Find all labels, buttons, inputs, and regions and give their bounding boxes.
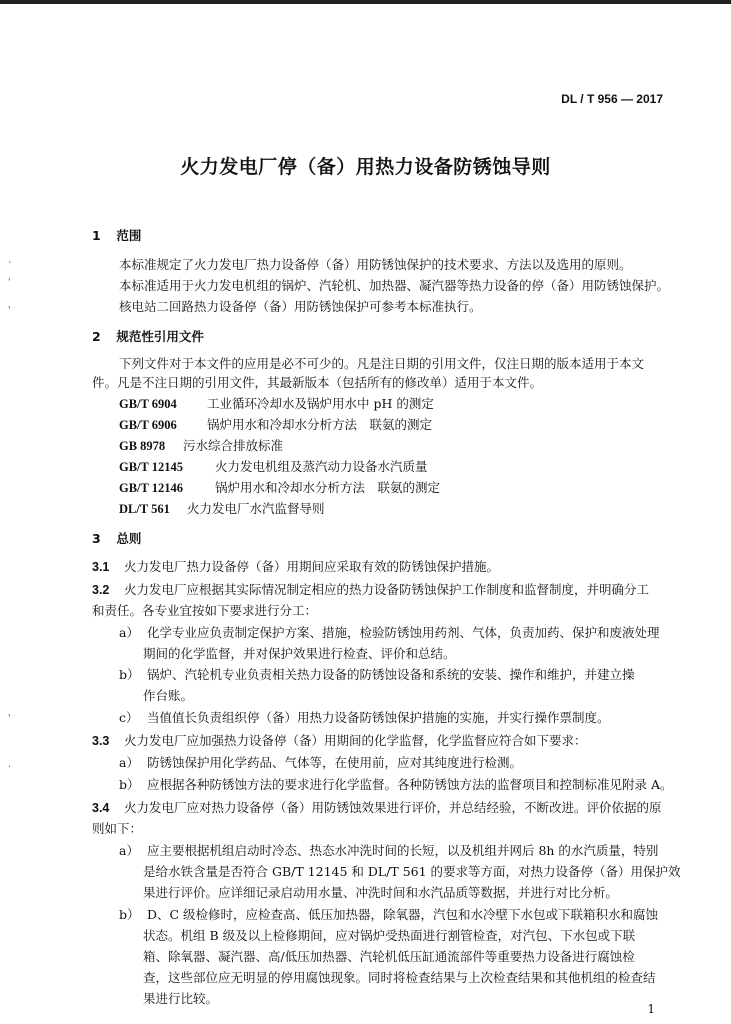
list-item — [119, 708, 610, 726]
reference-code: DL/T 561 — [119, 502, 170, 516]
list-marker: a） — [119, 755, 139, 770]
reference-code: GB/T 6906 — [119, 418, 177, 432]
list-marker: b） — [119, 777, 140, 792]
reference-code: GB/T 6904 — [119, 397, 177, 411]
list-text: 作台账。 — [143, 688, 194, 703]
list-text: 是给水铁含量是否符合 GB/T 12145 和 DL/T 561 的要求等方面，对热力设备停（备）用保护效 — [143, 864, 681, 879]
section-heading-2 — [92, 327, 204, 345]
page-number: 1 — [647, 1002, 655, 1016]
list-text: 化学专业应负责制定保护方案、措施，检验防锈蚀用药剂、气体，负责加药、保护和废液处理 — [146, 625, 660, 640]
reference-name: 火力发电机组及蒸汽动力设备水汽质量 — [214, 459, 428, 474]
list-item — [119, 623, 660, 641]
list-item — [119, 753, 522, 771]
clause-3-3 — [92, 731, 587, 749]
list-item — [119, 665, 635, 683]
reference-code: GB/T 12145 — [119, 460, 184, 474]
section-number: 1 — [92, 228, 101, 243]
clause-number: 3.3 — [92, 734, 110, 748]
scan-mark: ' — [8, 278, 11, 288]
page-title: 火力发电厂停（备）用热力设备防锈蚀导则 — [180, 156, 551, 178]
list-text: 防锈蚀保护用化学药品、气体等，在使用前，应对其纯度进行检测。 — [146, 755, 522, 770]
reference-item — [119, 394, 434, 412]
clause-text: 火力发电厂应对热力设备停（备）用防锈蚀效果进行评价，并总结经验，不断改进。评价依据的原 — [123, 800, 662, 815]
list-marker: b） — [119, 667, 140, 682]
section-title: 范围 — [116, 228, 142, 243]
reference-name: 火力发电厂水汽监督导则 — [186, 501, 325, 516]
section-number: 3 — [92, 531, 101, 546]
clause-number: 3.1 — [92, 560, 110, 574]
clause-3-2 — [92, 580, 649, 598]
list-item — [119, 775, 673, 793]
reference-name: 锅炉用水和冷却水分析方法 联氨的测定 — [214, 480, 440, 495]
section-title: 总则 — [116, 531, 142, 546]
list-text: 当值值长负责组织停（备）用热力设备防锈蚀保护措施的实施，并实行操作票制度。 — [146, 710, 610, 725]
list-text: 期间的化学监督，并对保护效果进行检查、评价和总结。 — [143, 646, 456, 661]
section-number: 2 — [92, 329, 101, 344]
clause-text: 火力发电厂热力设备停（备）用期间应采取有效的防锈蚀保护措施。 — [123, 559, 499, 574]
reference-item — [119, 499, 325, 517]
reference-item — [119, 436, 283, 454]
scan-mark: ' — [8, 714, 11, 724]
clause-text: 火力发电厂应加强热力设备停（备）用期间的化学监督，化学监督应符合如下要求： — [123, 733, 587, 748]
list-text: D、C 级检修时，应检查高、低压加热器，除氧器，汽包和水冷壁下水包或下联箱积水和腐蚀 — [146, 907, 659, 922]
reference-item — [119, 457, 428, 475]
list-item — [119, 905, 658, 923]
clause-3-4 — [92, 798, 662, 816]
clause-text: 和责任。各专业宜按如下要求进行分工： — [92, 603, 318, 618]
list-text: 箱、除氧器、凝汽器、高/低压加热器、汽轮机低压缸通流部件等重要热力设备进行腐蚀检 — [143, 949, 635, 964]
list-marker: c） — [119, 710, 139, 725]
paragraph: 本标准适用于火力发电机组的锅炉、汽轮机、加热器、凝汽器等热力设备的停（备）用防锈蚀保护。 — [119, 278, 670, 293]
clause-number: 3.2 — [92, 583, 110, 597]
list-text: 状态。机组 B 级及以上检修期间，应对锅炉受热面进行割管检查，对汽包、下水包或下联 — [143, 928, 636, 943]
list-marker: b） — [119, 907, 140, 922]
list-text: 果进行比较。 — [143, 991, 219, 1006]
list-item — [119, 841, 658, 859]
reference-name: 工业循环冷却水及锅炉用水中 pH 的测定 — [206, 396, 434, 411]
list-text: 应主要根据机组启动时冷态、热态水冲洗时间的长短，以及机组并网后 8h 的水汽质量，特别 — [146, 843, 659, 858]
list-text: 锅炉、汽轮机专业负责相关热力设备的防锈蚀设备和系统的安装、操作和维护，并建立操 — [146, 667, 635, 682]
list-text: 查，这些部位应无明显的停用腐蚀现象。同时将检查结果与上次检查结果和其他机组的检查结 — [143, 970, 656, 985]
document-number: DL / T 956 — 2017 — [561, 92, 663, 106]
paragraph: 本标准规定了火力发电厂热力设备停（备）用防锈蚀保护的技术要求、方法以及选用的原则。 — [119, 257, 632, 272]
reference-name: 锅炉用水和冷却水分析方法 联氨的测定 — [206, 417, 432, 432]
clause-number: 3.4 — [92, 801, 110, 815]
paragraph: 核电站二回路热力设备停（备）用防锈蚀保护可参考本标准执行。 — [119, 299, 482, 314]
list-text: 应根据各种防锈蚀方法的要求进行化学监督。各种防锈蚀方法的监督项目和控制标准见附录 A。 — [146, 777, 673, 792]
scan-mark: ` — [8, 262, 13, 272]
reference-code: GB 8978 — [119, 439, 166, 453]
reference-code: GB/T 12146 — [119, 481, 184, 495]
section-title: 规范性引用文件 — [116, 329, 204, 344]
section-heading-3 — [92, 529, 141, 547]
scan-mark: . — [8, 760, 11, 770]
clause-text: 火力发电厂应根据其实际情况制定相应的热力设备防锈蚀保护工作制度和监督制度，并明确分工 — [123, 582, 649, 597]
clause-text: 则如下： — [92, 821, 143, 836]
paragraph: 件。凡是不注日期的引用文件，其最新版本（包括所有的修改单）适用于本文件。 — [92, 375, 543, 390]
reference-item — [119, 415, 432, 433]
reference-name: 污水综合排放标准 — [182, 438, 283, 453]
list-text: 果进行评价。应详细记录启动用水量、冲洗时间和水汽品质等数据，并进行对比分析。 — [143, 885, 619, 900]
scan-mark: ' — [8, 306, 11, 316]
reference-item — [119, 478, 440, 496]
paragraph: 下列文件对于本文件的应用是必不可少的。凡是注日期的引用文件，仅注日期的版本适用于本文 — [119, 356, 645, 371]
top-rule — [0, 0, 731, 4]
list-marker: a） — [119, 625, 139, 640]
section-heading-1 — [92, 226, 141, 244]
clause-3-1 — [92, 557, 499, 575]
list-marker: a） — [119, 843, 139, 858]
